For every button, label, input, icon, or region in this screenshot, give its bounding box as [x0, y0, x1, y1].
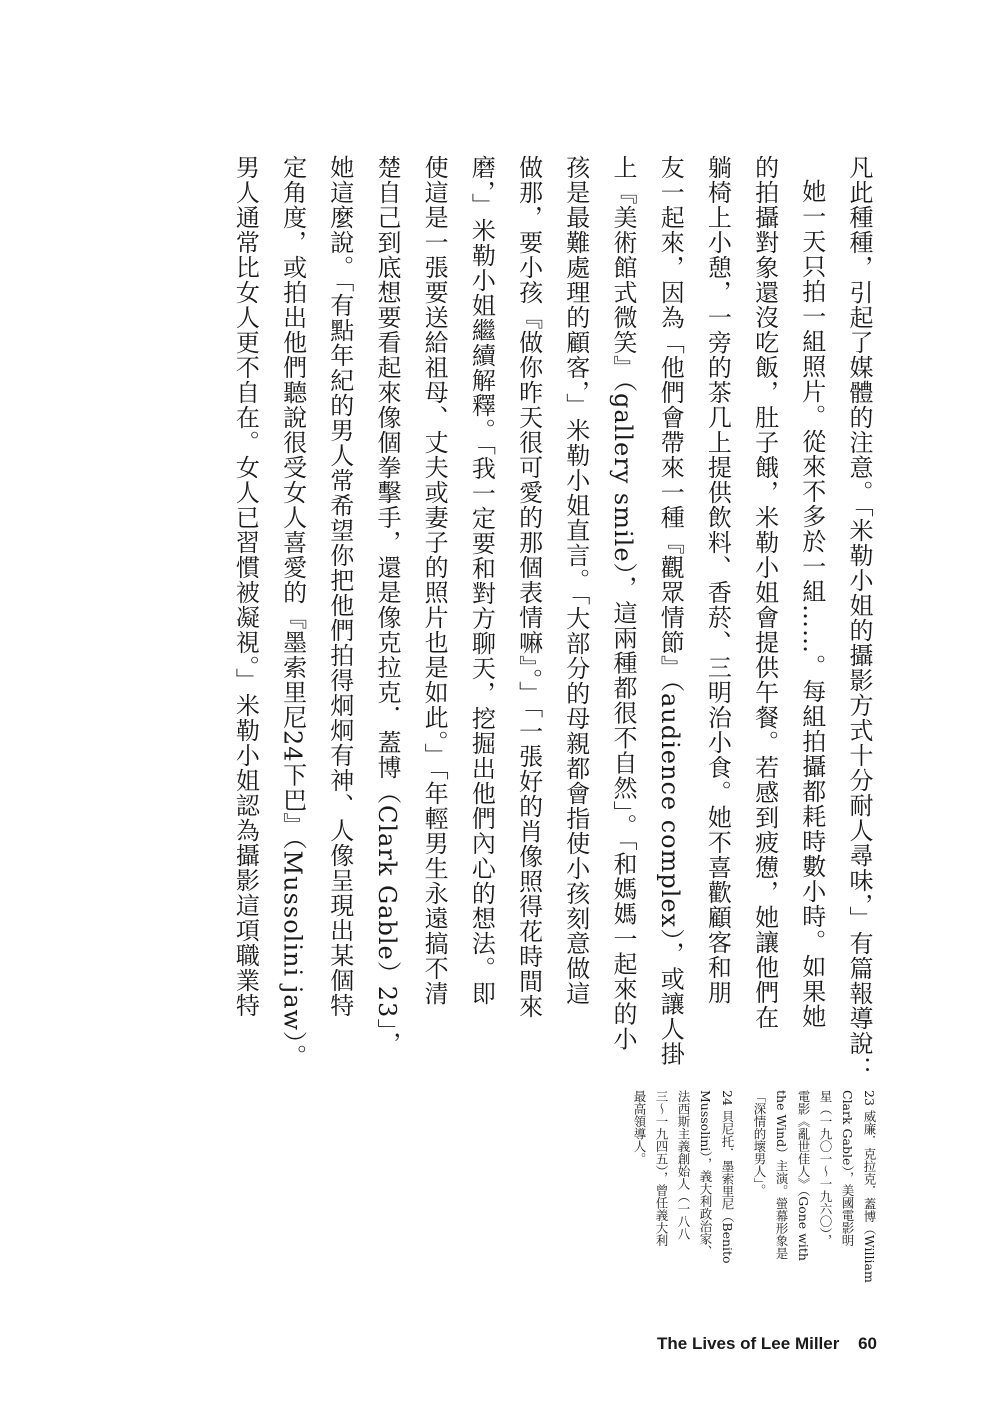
footnote-separator	[738, 1090, 748, 1310]
body-line: 躺椅上小憩，一旁的茶几上提供飲料、香菸、三明治小食。她不喜歡顧客和朋	[703, 155, 732, 1005]
body-line: 做那，要小孩『做你昨天很可愛的那個表情嘛』。」「一張好的肖像照得花時間來	[514, 155, 543, 1019]
book-title: The Lives of Lee Miller	[657, 1334, 840, 1353]
footnote-24-line: 法西斯主義創始人（一八八	[676, 1090, 691, 1240]
footnote-24-line: 三～一九四五），曾任義大利	[654, 1090, 669, 1247]
body-line: 上『美術館式微笑』（gallery smile），這兩種都很不自然」。「和媽媽一起來的小	[608, 155, 637, 1052]
body-line: 楚自己到底想要看起來像個拳擊手，還是像克拉克．蓋博（Clark Gable）23」，	[372, 155, 401, 1057]
body-line: 友一起來，因為「他們會帶來一種『觀眾情節』（audience complex），或讓人掛	[656, 155, 685, 1067]
body-line: 她一天只拍一組照片。從來不多於一組……。每組拍攝都耗時數小時。如果她	[797, 179, 826, 1029]
footnote-23-line: 電影《亂世佳人》（Gone with	[796, 1090, 811, 1261]
body-line: 定角度，或拍出他們聽說很受女人喜愛的『墨索里尼24下巴』（Mussolini jaw）。	[278, 155, 307, 1070]
footnote-23-line: Clark Gable），美國電影明	[840, 1090, 855, 1247]
footnotes	[628, 1090, 880, 1310]
body-line: 磨，」米勒小姐繼續解釋。「我一定要和對方聊天，挖掘出他們內心的想法。即	[467, 155, 496, 1006]
body-line: 孩是最難處理的顧客，」米勒小姐直言。「大部分的母親都會指使小孩刻意做這	[561, 155, 590, 1006]
footnote-24-line: 24 貝尼托．墨索里尼（Benito	[720, 1090, 735, 1264]
main-body-text	[221, 155, 882, 1085]
footnote-24-line: 最高領導人。	[632, 1090, 647, 1165]
footnote-23-line: 星（一九〇一～一九六〇），	[818, 1090, 833, 1247]
footnote-23-line: 23 威廉．克拉克．蓋博（William	[862, 1090, 877, 1283]
page-number: 60	[858, 1334, 877, 1353]
body-line: 的拍攝對象還沒吃飯，肚子餓，米勒小姐會提供午餐。若感到疲憊，她讓他們在	[750, 155, 779, 1030]
footnote-24-line: Mussolini），義大利政治家、	[698, 1090, 713, 1258]
running-footer	[657, 1334, 877, 1354]
body-line: 使這是一張要送給祖母、丈夫或妻子的照片也是如此。」「年輕男生永遠搞不清	[420, 155, 449, 1006]
body-line: 凡此種種，引起了媒體的注意。「米勒小姐的攝影方式十分耐人尋味，」有篇報導說：	[845, 155, 873, 1081]
footnote-23-line: the Wind）主演。螢幕形象是	[774, 1090, 789, 1260]
body-line: 她這麼說。「有點年紀的男人常希望你把他們拍得炯炯有神、人像呈現出某個特	[325, 155, 354, 1018]
body-line: 男人通常比女人更不自在。女人已習慣被凝視。」米勒小姐認為攝影這項職業特	[231, 155, 260, 1018]
footnote-23-line: 「深情的壞男人」。	[752, 1090, 767, 1197]
